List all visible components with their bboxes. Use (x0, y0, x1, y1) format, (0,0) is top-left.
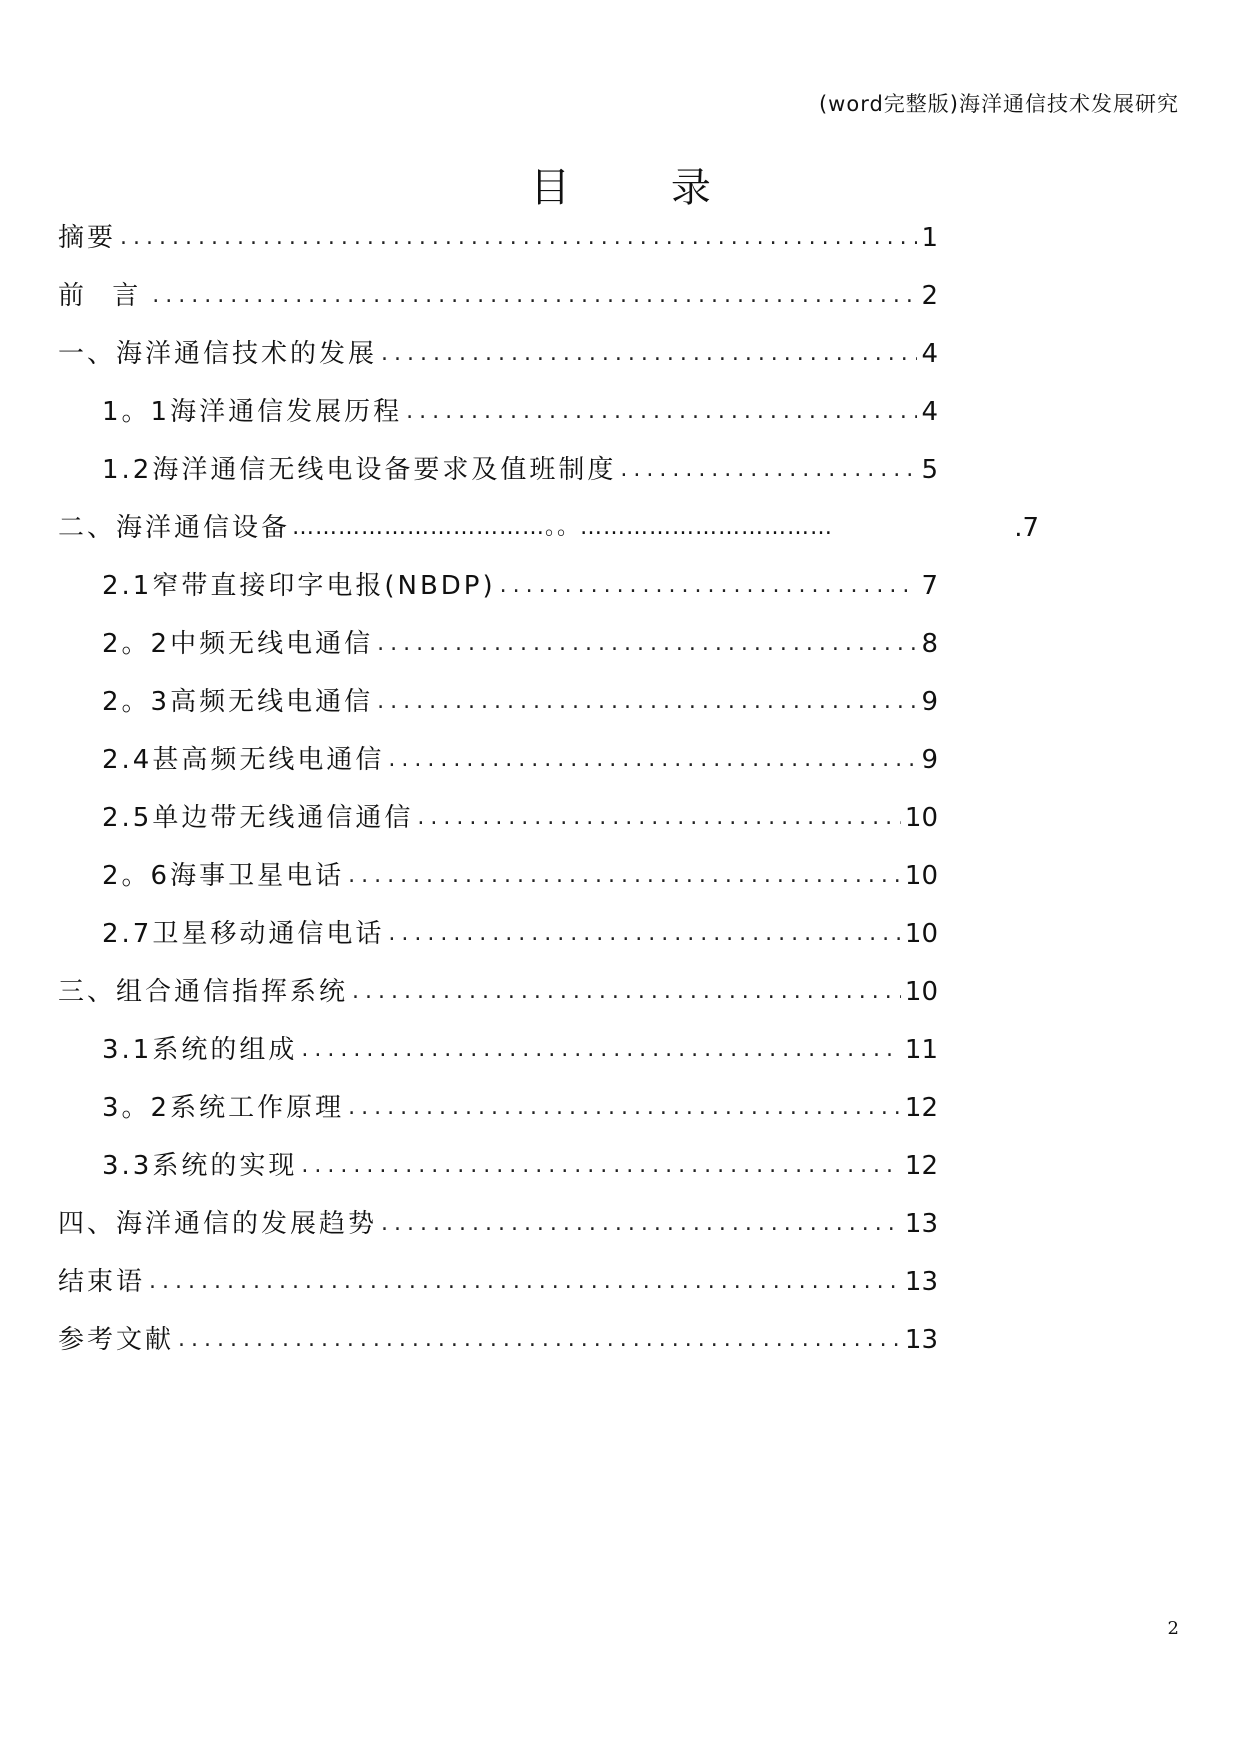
ellipsis-leader: ……………………………。。…………………………… (292, 515, 834, 540)
toc-entry-text: 结束语 (58, 1267, 146, 1297)
toc-entry-conclusion[interactable] (58, 1262, 938, 1302)
toc-entry-page: 9 (921, 687, 938, 717)
toc-entry-chapter-3[interactable] (58, 972, 938, 1012)
toc-entry-page: 10 (904, 803, 938, 833)
toc-entry-section-2-1[interactable] (102, 566, 938, 606)
dot-leader (152, 276, 917, 316)
toc-entry-page: 13 (904, 1209, 938, 1239)
toc-entry-section-2-6[interactable] (102, 856, 938, 896)
toc-entry-text: 四、海洋通信的发展趋势 (58, 1209, 378, 1239)
toc-entry-section-1-2[interactable] (102, 450, 938, 490)
toc-title: 目 录 (530, 165, 755, 211)
dot-leader (381, 1204, 901, 1244)
dot-leader (388, 740, 917, 780)
dot-leader (500, 566, 918, 606)
toc-entry-section-3-2[interactable] (102, 1088, 938, 1128)
toc-entry-text: 3.3系统的实现 (102, 1151, 298, 1181)
dot-leader (120, 218, 917, 258)
toc-entry-page: 9 (921, 745, 938, 775)
toc-entry-page: 10 (904, 919, 938, 949)
toc-entry-text: 2.4甚高频无线电通信 (102, 745, 385, 775)
page-number: 2 (1167, 1618, 1179, 1639)
toc-entry-text: 三、组合通信指挥系统 (58, 977, 349, 1007)
toc-entry-chapter-2[interactable] (58, 508, 1039, 548)
toc-entry-section-1-1[interactable] (102, 392, 938, 432)
dot-leader (348, 856, 901, 896)
toc-entry-text: 参考文献 (58, 1325, 175, 1355)
toc-entry-section-2-5[interactable] (102, 798, 938, 838)
dot-leader (377, 682, 917, 722)
toc-entry-references[interactable] (58, 1320, 938, 1360)
toc-entry-section-2-2[interactable] (102, 624, 938, 664)
toc-entry-preface[interactable] (58, 276, 938, 316)
toc-entry-section-2-3[interactable] (102, 682, 938, 722)
dot-leader (406, 392, 917, 432)
toc-entry-text: 2.5单边带无线通信通信 (102, 803, 414, 833)
dot-leader (301, 1146, 901, 1186)
toc-entry-page: 11 (904, 1035, 938, 1065)
toc-entry-page: 13 (904, 1325, 938, 1355)
toc-entry-chapter-4[interactable] (58, 1204, 938, 1244)
toc-entry-page: .7 (1014, 513, 1039, 543)
toc-entry-chapter-1[interactable] (58, 334, 938, 374)
dot-leader (388, 914, 901, 954)
toc-entry-text: 1.2海洋通信无线电设备要求及值班制度 (102, 455, 617, 485)
toc-entry-text: 2。3高频无线电通信 (102, 687, 374, 717)
toc-entry-page: 12 (904, 1151, 938, 1181)
dot-leader (149, 1262, 901, 1302)
dot-leader (377, 624, 917, 664)
toc-entry-text: 2.1窄带直接印字电报(NBDP) (102, 571, 496, 601)
toc-entry-section-3-1[interactable] (102, 1030, 938, 1070)
toc-entry-section-2-7[interactable] (102, 914, 938, 954)
toc-entry-text: 二、海洋通信设备 (58, 513, 291, 543)
dot-leader (178, 1320, 901, 1360)
toc-entry-text: 摘要 (58, 223, 117, 253)
dot-leader (352, 972, 901, 1012)
toc-entry-page: 1 (921, 223, 938, 253)
toc-entry-page: 5 (921, 455, 938, 485)
toc-entry-text: 3。2系统工作原理 (102, 1093, 345, 1123)
toc-entry-page: 8 (921, 629, 938, 659)
toc-entry-page: 12 (904, 1093, 938, 1123)
toc-entry-page: 10 (904, 861, 938, 891)
toc-entry-text: 前 言 (58, 281, 149, 311)
dot-leader (417, 798, 901, 838)
toc-entry-text: 一、海洋通信技术的发展 (58, 339, 378, 369)
toc-entry-abstract[interactable] (58, 218, 938, 258)
toc-entry-text: 2。6海事卫星电话 (102, 861, 345, 891)
toc-entry-text: 1。1海洋通信发展历程 (102, 397, 403, 427)
dot-leader (348, 1088, 901, 1128)
toc-entry-page: 10 (904, 977, 938, 1007)
toc-entry-section-2-4[interactable] (102, 740, 938, 780)
dot-leader (620, 450, 917, 490)
running-header: (word完整版)海洋通信技术发展研究 (818, 92, 1179, 116)
toc-entry-text: 2.7卫星移动通信电话 (102, 919, 385, 949)
dot-leader (301, 1030, 901, 1070)
toc-entry-text: 3.1系统的组成 (102, 1035, 298, 1065)
toc-entry-section-3-3[interactable] (102, 1146, 938, 1186)
toc-entry-page: 13 (904, 1267, 938, 1297)
toc-entry-page: 2 (921, 281, 938, 311)
toc-entry-page: 4 (921, 339, 938, 369)
toc-entry-text: 2。2中频无线电通信 (102, 629, 374, 659)
dot-leader (381, 334, 917, 374)
toc-entry-page: 7 (921, 571, 938, 601)
toc-entry-page: 4 (921, 397, 938, 427)
